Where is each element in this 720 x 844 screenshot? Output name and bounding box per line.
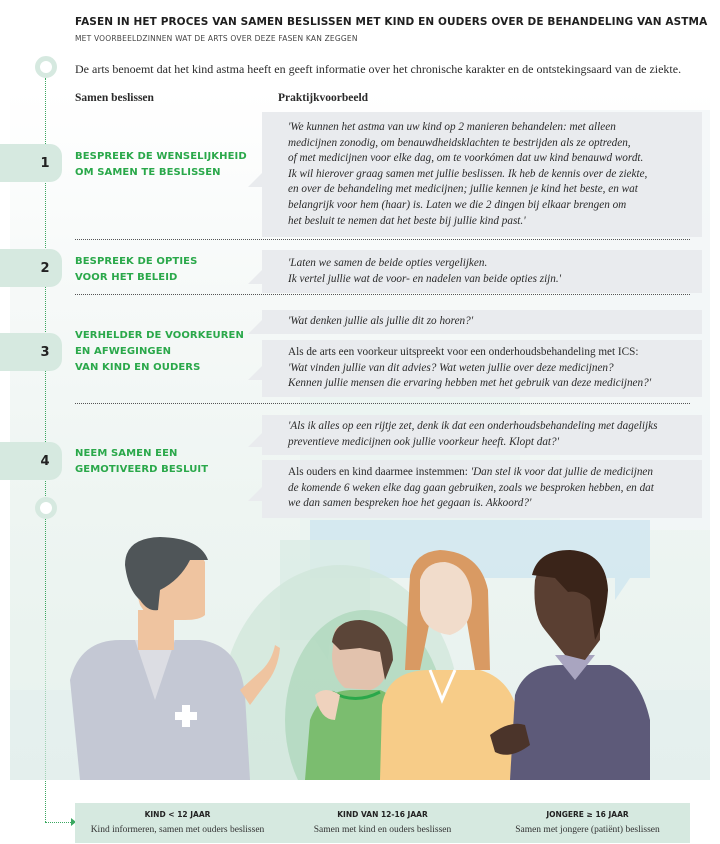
speech-bubble-step-3a: [262, 310, 702, 334]
bubble-context: Als ouders en kind daarmee instemmen:: [288, 466, 471, 478]
quote-line: het besluit te nemen dat het beste bij jullie kind past.': [288, 214, 526, 227]
step-3-badge: 3: [0, 333, 62, 371]
step-label-line: BESPREEK DE WENSELIJKHEID: [75, 151, 247, 162]
step-4-badge: 4: [0, 442, 62, 480]
age-group-title: KIND < 12 JAAR: [144, 810, 211, 819]
age-groups-band: [75, 803, 690, 843]
page-subtitle: MET VOORBEELDZINNEN WAT DE ARTS OVER DEZE FASEN KAN ZEGGEN: [75, 34, 358, 43]
age-group-12-16: [280, 803, 485, 843]
father-figure: [490, 550, 650, 780]
speech-bubble-step-4a: [262, 415, 702, 455]
age-group-description: Samen met jongere (patiënt) beslissen: [515, 825, 660, 835]
family-doctor-illustration: [10, 520, 710, 780]
timeline-start-ring-icon: [35, 56, 57, 78]
quote-line: we dan samen bespreken hoe het gegaan is. Akkoord?': [288, 497, 532, 510]
speech-bubble-step-4b: [262, 460, 702, 518]
age-group-title: JONGERE ≥ 16 JAAR: [546, 810, 629, 819]
column-header-praktijkvoorbeeld: Praktijkvoorbeeld: [278, 92, 369, 104]
age-group-description: Samen met kind en ouders beslissen: [313, 825, 452, 835]
quote-line: 'Wat vinden jullie van dit advies? Wat weten jullie over deze medicijnen?: [288, 361, 614, 374]
quote-line: 'Dan stel ik voor dat jullie de medicijnen: [470, 466, 653, 478]
section-divider: [75, 403, 690, 404]
step-label-line: VAN KIND EN OUDERS: [75, 362, 201, 373]
step-label-line: NEEM SAMEN EEN: [75, 448, 178, 459]
step-1-label: [75, 149, 247, 181]
speech-bubble-step-3b: [262, 340, 702, 397]
step-label-line: BESPREEK DE OPTIES: [75, 256, 198, 267]
speech-bubble-step-2: [262, 250, 702, 293]
intro-text: De arts benoemt dat het kind astma heeft en geeft informatie over het chronische karakter en de ontstekingsaard van de ziekte.: [75, 62, 682, 76]
quote-line: belangrijk voor hem (haar) is. Laten we die 2 dingen bij elkaar brengen om: [288, 198, 627, 211]
quote-line: 'Laten we samen de beide opties vergelijken.: [288, 257, 488, 269]
quote-line: Ik vertel jullie wat de voor- en nadelen van beide opties zijn.': [288, 272, 562, 285]
step-label-line: EN AFWEGINGEN: [75, 346, 172, 357]
section-divider: [75, 294, 690, 295]
age-group-description: Kind informeren, samen met ouders beslissen: [90, 825, 265, 835]
quote-line: en over de behandeling met medicijnen; jullie kennen je kind het beste, en wat: [288, 183, 638, 196]
age-group-title: KIND VAN 12-16 JAAR: [337, 810, 428, 819]
quote-line: Ik wil hierover graag samen met jullie beslissen. Ik heb de kennis over de ziekte,: [288, 167, 648, 180]
speech-bubble-step-1: [262, 112, 702, 237]
quote-line: preventieve medicijnen ook jullie voorkeur heeft. Klopt dat?': [288, 435, 560, 448]
step-2-label: [75, 254, 197, 286]
step-label-line: VOOR HET BELEID: [75, 272, 178, 283]
quote-line: medicijnen zonodig, om benauwdheidsklachten te bestrijden als ze optreden,: [288, 136, 631, 149]
age-group-16-plus: [485, 803, 690, 843]
column-header-samen-beslissen: Samen beslissen: [75, 92, 154, 104]
quote-line: 'Wat denken jullie als jullie dit zo horen?': [288, 315, 474, 327]
bubble-context: Als de arts een voorkeur uitspreekt voor een onderhoudsbehandeling met ICS:: [288, 346, 639, 358]
step-4-label: [75, 446, 208, 478]
step-2-badge: 2: [0, 249, 62, 287]
timeline-end-ring-icon: [35, 497, 57, 519]
step-3-label: [75, 328, 244, 376]
quote-line: 'Als ik alles op een rijtje zet, denk ik dat een onderhoudsbehandeling met dagelijks: [288, 420, 658, 432]
timeline-arrow-line: [45, 822, 73, 823]
section-divider: [75, 239, 690, 240]
quote-line: de komende 6 weken elke dag gaan gebruiken, zoals we besproken hebben, en dat: [288, 481, 654, 494]
step-label-line: VERHELDER DE VOORKEUREN: [75, 330, 244, 341]
step-1-badge: 1: [0, 144, 62, 182]
step-label-line: GEMOTIVEERD BESLUIT: [75, 464, 209, 475]
step-label-line: OM SAMEN TE BESLISSEN: [75, 167, 221, 178]
quote-line: 'We kunnen het astma van uw kind op 2 manieren behandelen: met alleen: [288, 121, 616, 133]
quote-line: of met medicijnen voor elke dag, om te voorkómen dat uw kind benauwd wordt.: [288, 152, 644, 165]
age-group-under-12: [75, 803, 280, 843]
quote-line: Kennen jullie mensen die ervaring hebben met het gebruik van deze medicijnen?': [288, 377, 652, 390]
page-title: FASEN IN HET PROCES VAN SAMEN BESLISSEN MET KIND EN OUDERS OVER DE BEHANDELING VAN ASTMA: [75, 16, 708, 28]
